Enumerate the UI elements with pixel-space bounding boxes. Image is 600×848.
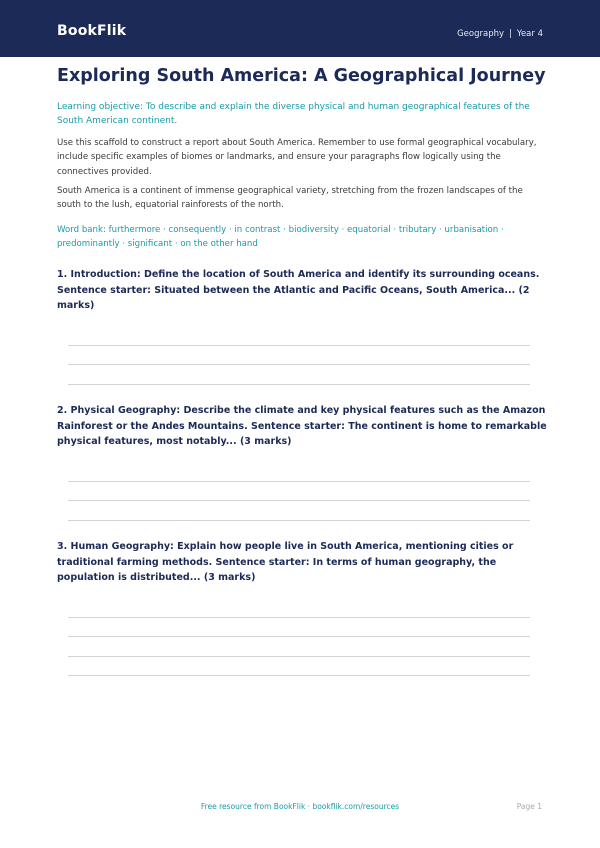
answer-line[interactable] bbox=[68, 675, 530, 676]
question-2: 2. Physical Geography: Describe the climate and key physical features such as the Amazon Rainforest or the Andes Mountains. Sentence starter: The continent is home to remarkable physical features, most notably... (3 marks) bbox=[57, 405, 547, 447]
answer-line[interactable] bbox=[68, 636, 530, 637]
answer-line[interactable] bbox=[68, 481, 530, 482]
answer-line[interactable] bbox=[68, 520, 530, 521]
answer-line[interactable] bbox=[68, 500, 530, 501]
answer-line[interactable] bbox=[68, 364, 530, 365]
intro-paragraph: South America is a continent of immense geographical variety, stretching from the frozen landscapes of the south to the lush, equatorial rainforests of the north. bbox=[57, 186, 523, 211]
year-label: Year 4 bbox=[516, 29, 543, 39]
answer-line[interactable] bbox=[68, 345, 530, 346]
brand-logo[interactable]: BookFlik bbox=[57, 23, 127, 39]
footer-credit[interactable]: Free resource from BookFlik · bookflik.com/resources bbox=[200, 802, 400, 811]
header-bar bbox=[0, 0, 600, 57]
page-title: Exploring South America: A Geographical Journey bbox=[57, 66, 546, 86]
subject-year-label bbox=[457, 29, 543, 39]
question-1: 1. Introduction: Define the location of South America and identify its surrounding oceans. Sentence starter: Situated between the Atlantic and Pacific Oceans, South America... (2 marks) bbox=[57, 269, 540, 311]
answer-line[interactable] bbox=[68, 617, 530, 618]
instructions-paragraph: Use this scaffold to construct a report about South America. Remember to use formal geographical vocabulary, include specific examples of biomes or landmarks, and ensure your paragraphs flow logically using the connectives provided. bbox=[57, 138, 537, 177]
word-bank: Word bank: furthermore · consequently · in contrast · biodiversity · equatorial · tributary · urbanisation · predominantly · significant · on the other hand bbox=[57, 225, 504, 250]
answer-line[interactable] bbox=[68, 384, 530, 385]
subject-label: Geography bbox=[457, 29, 505, 39]
question-3: 3. Human Geography: Explain how people live in South America, mentioning cities or traditional farming methods. Sentence starter: In terms of human geography, the population is distributed... (3 marks) bbox=[57, 541, 514, 583]
page-number: Page 1 bbox=[516, 802, 542, 811]
separator: | bbox=[509, 29, 512, 39]
answer-line[interactable] bbox=[68, 656, 530, 657]
learning-objective: Learning objective: To describe and explain the diverse physical and human geographical features of the South American continent. bbox=[57, 102, 530, 126]
